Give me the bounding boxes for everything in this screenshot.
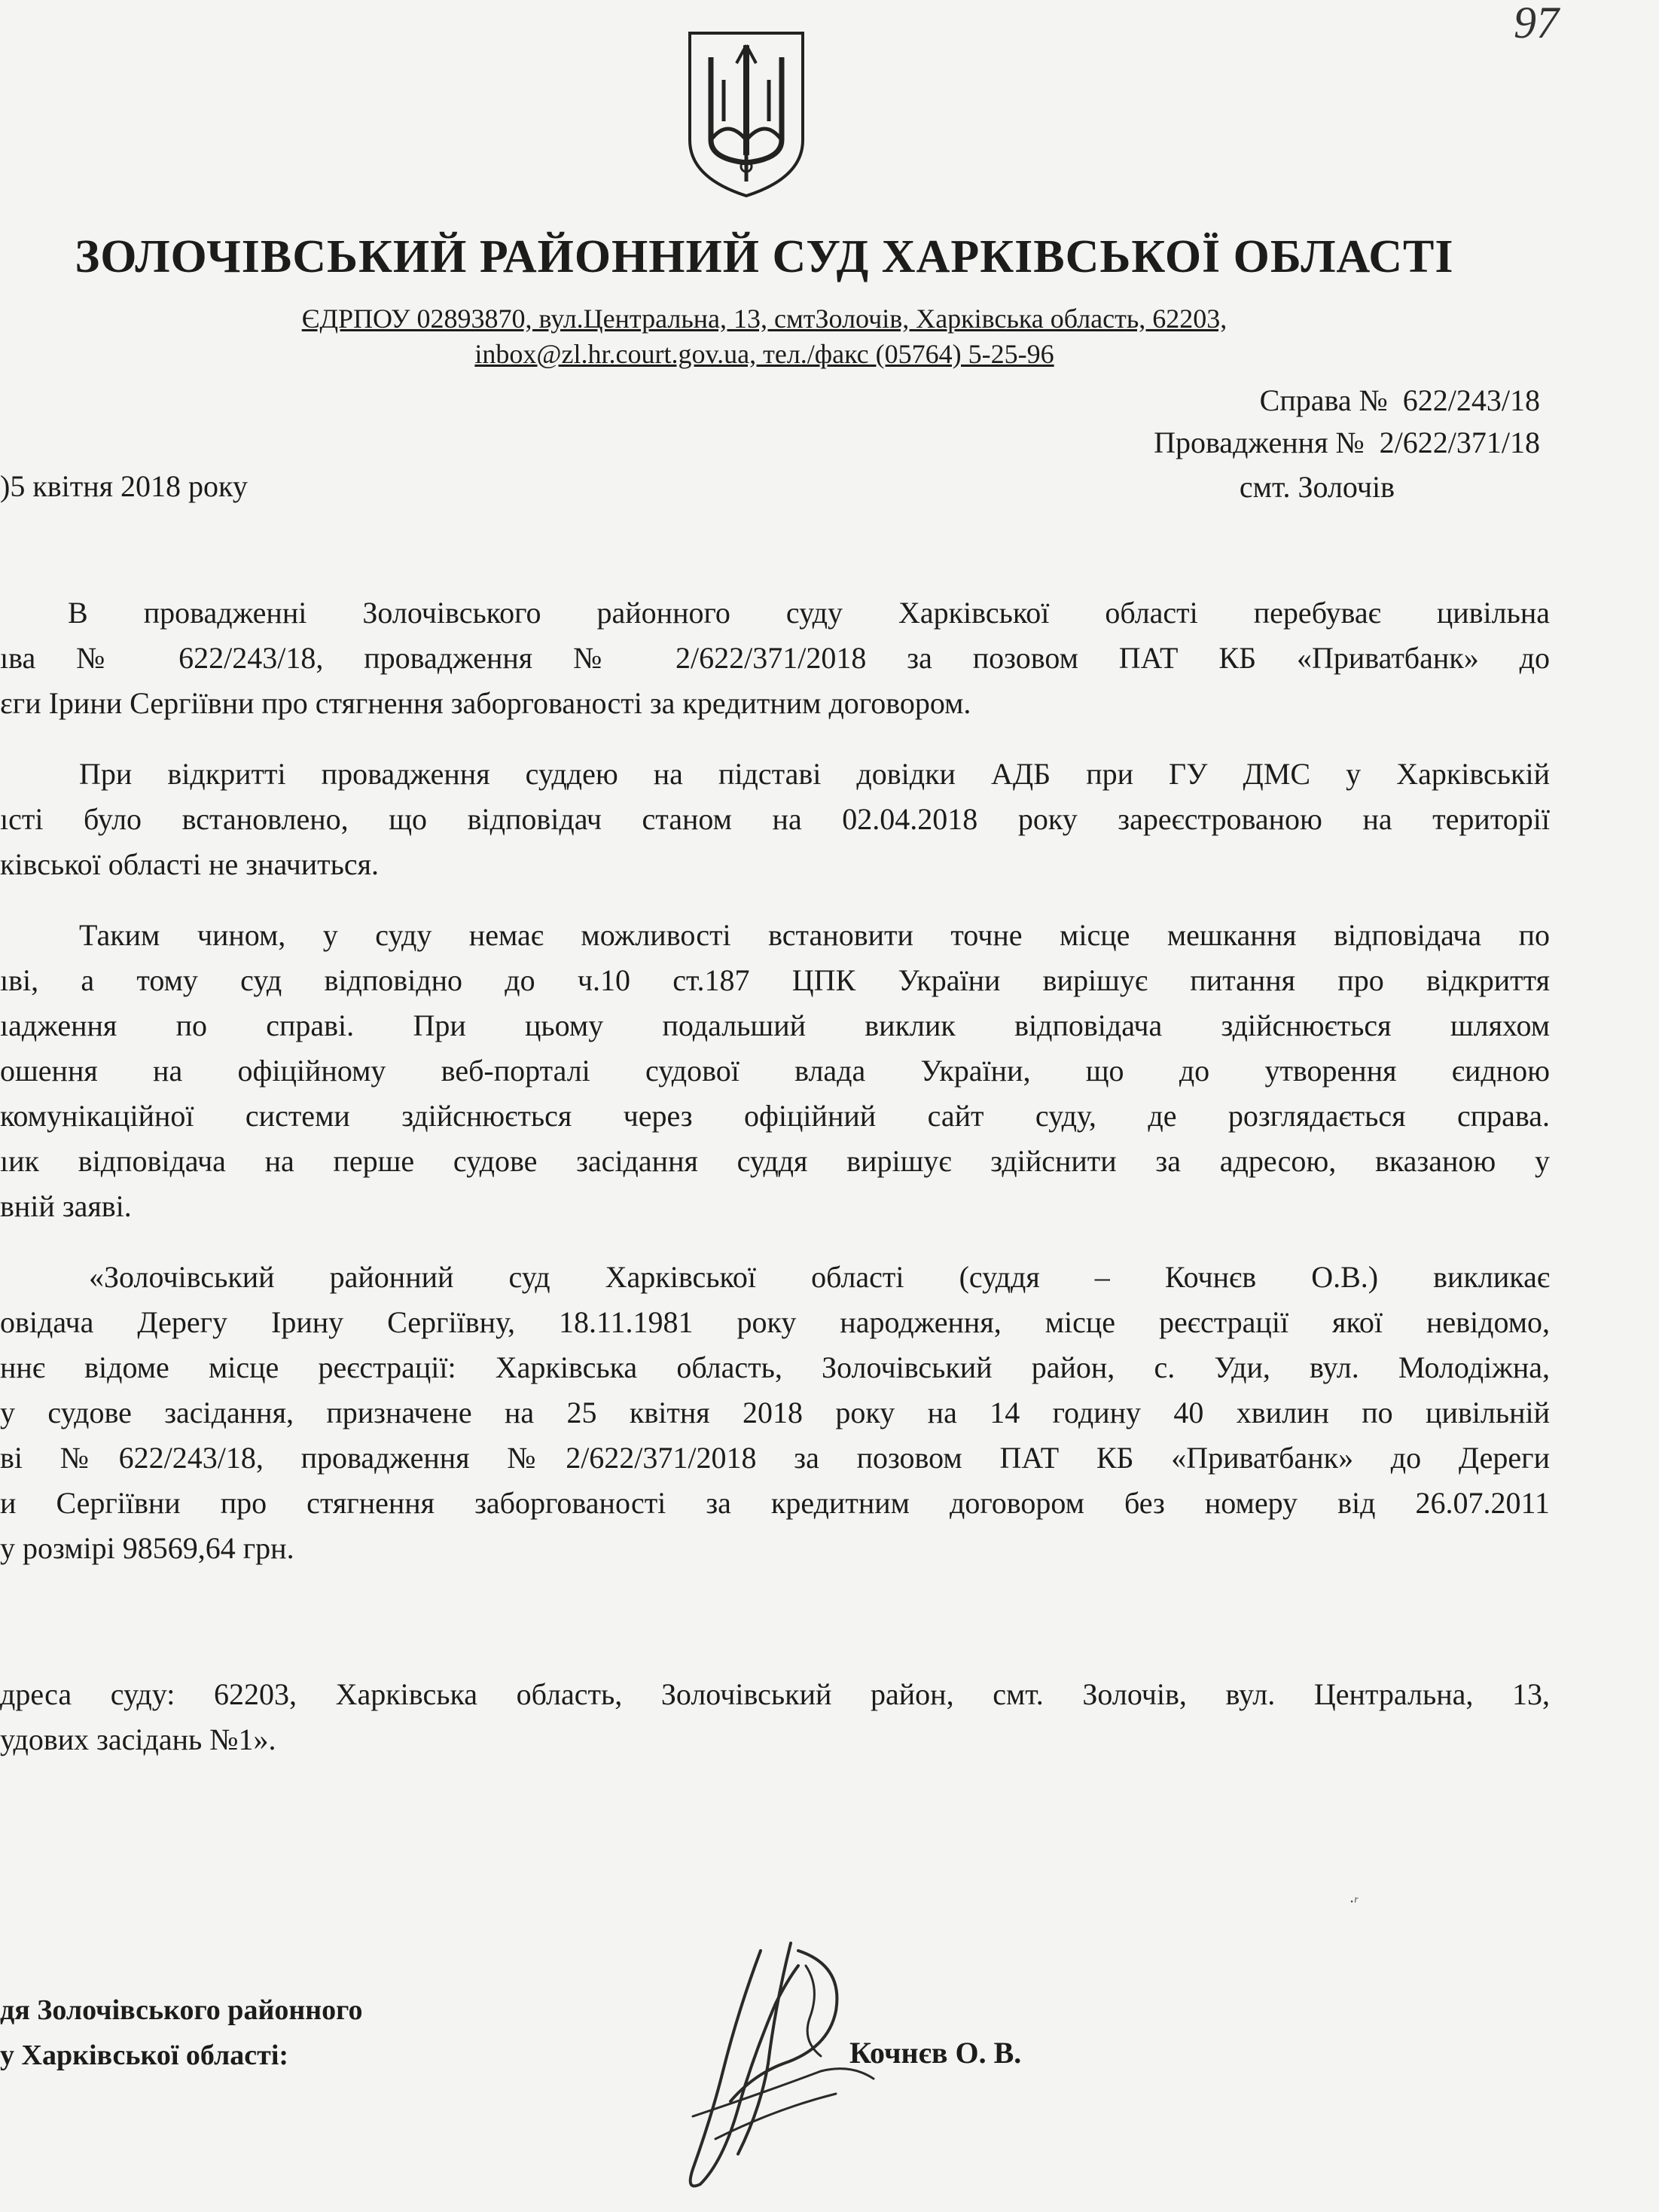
- body-line: ві №622/243/18, провадження №2/622/371/2018 за позовом ПАТ КБ «Приватбанк» до Дереги: [0, 1441, 1550, 1475]
- court-name-heading: ЗОЛОЧІВСЬКИЙ РАЙОННИЙ СУД ХАРКІВСЬКОЇ ОБЛАСТІ: [75, 231, 1454, 282]
- case-label: Справа №: [1259, 383, 1388, 417]
- signatory-title-line2: у Харківської області:: [0, 2040, 289, 2071]
- body-line: дреса суду: 62203, Харківська область, Золочівський район, смт. Золочів, вул. Центральна, 13,: [0, 1677, 1550, 1711]
- proceeding-number-line: [1154, 428, 1540, 458]
- body-line: ıик відповідача на перше судове засідання суддя вирішує здійснити за адресою, вказаною у: [0, 1144, 1550, 1178]
- case-number: 622/243/18: [1402, 383, 1540, 417]
- signatory-name: Кочнєв О. В.: [849, 2036, 1022, 2070]
- body-line: При відкритті провадження суддею на підставі довідки АДБ при ГУ ДМС у Харківській: [79, 757, 1550, 791]
- town: смт. Золочів: [1239, 470, 1395, 504]
- body-line: и Сергіївни про стягнення заборгованості за кредитним договором без номеру від 26.07.2011: [0, 1486, 1550, 1520]
- body-line: Таким чином, у суду немає можливості встановити точне місце мешкання відповідача по: [79, 918, 1550, 952]
- case-number-line: [1259, 383, 1540, 417]
- body-line: ıві, а тому суд відповідно до ч.10 ст.187 ЦПК України вирішує питання про відкриття: [0, 963, 1550, 997]
- body-line: ɛги Ірини Сергіївни про стягнення заборгованості за кредитним договором.: [0, 686, 971, 720]
- page-number-handwritten: 97: [1514, 0, 1559, 47]
- body-line: удових засідань №1».: [0, 1722, 276, 1756]
- body-line: вній заяві.: [0, 1189, 132, 1223]
- body-line: ıва № 622/243/18, провадження № 2/622/371/2018 за позовом ПАТ КБ «Приватбанк» до: [0, 641, 1550, 675]
- proceeding-label: Провадження №: [1154, 426, 1365, 459]
- body-line: ıсті було встановлено, що відповідач станом на 02.04.2018 року зареєстрованою на території: [0, 802, 1550, 836]
- body-line: В провадженні Золочівського районного суду Харківської області перебуває цивільна: [68, 596, 1550, 630]
- proceeding-number: 2/622/371/18: [1379, 426, 1540, 459]
- body-line: ıадження по справі. При цьому подальший виклик відповідача здійснюється шляхом: [0, 1008, 1550, 1042]
- letter-date: )5 квітня 2018 року: [0, 469, 248, 503]
- signatory-title-line1: дя Золочівського районного: [0, 1994, 363, 2026]
- court-address: ЄДРПОУ 02893870, вул.Центральна, 13, смтЗолочів, Харківська область, 62203,: [301, 304, 1227, 334]
- pen-mark-icon: ·ʳ: [1349, 1892, 1358, 1911]
- body-line: ошення на офіційному веб-порталі судової влада України, що до утворення єидною: [0, 1054, 1550, 1088]
- body-line: ківської області не значиться.: [0, 847, 380, 881]
- court-contacts: inbox@zl.hr.court.gov.ua, тел./факс (05764) 5-25-96: [474, 339, 1054, 369]
- coat-of-arms-icon: [682, 27, 810, 200]
- body-line: ннє відоме місце реєстрації: Харківська область, Золочівський район, с. Уди, вул. Молодіжна,: [0, 1350, 1550, 1384]
- body-line: у судове засідання, призначене на 25 квітня 2018 року на 14 годину 40 хвилин по цивільній: [0, 1396, 1550, 1429]
- body-line: у розмірі 98569,64 грн.: [0, 1531, 294, 1565]
- body-line: «Золочівський районний суд Харківської області (суддя – Кочнєв О.В.) викликає: [89, 1260, 1550, 1294]
- body-line: комунікаційної системи здійснюється через офіційний сайт суду, де розглядається справа.: [0, 1099, 1550, 1133]
- body-line: овідача Дерегу Ірину Сергіївну, 18.11.1981 року народження, місце реєстрації якої невідомо,: [0, 1305, 1550, 1339]
